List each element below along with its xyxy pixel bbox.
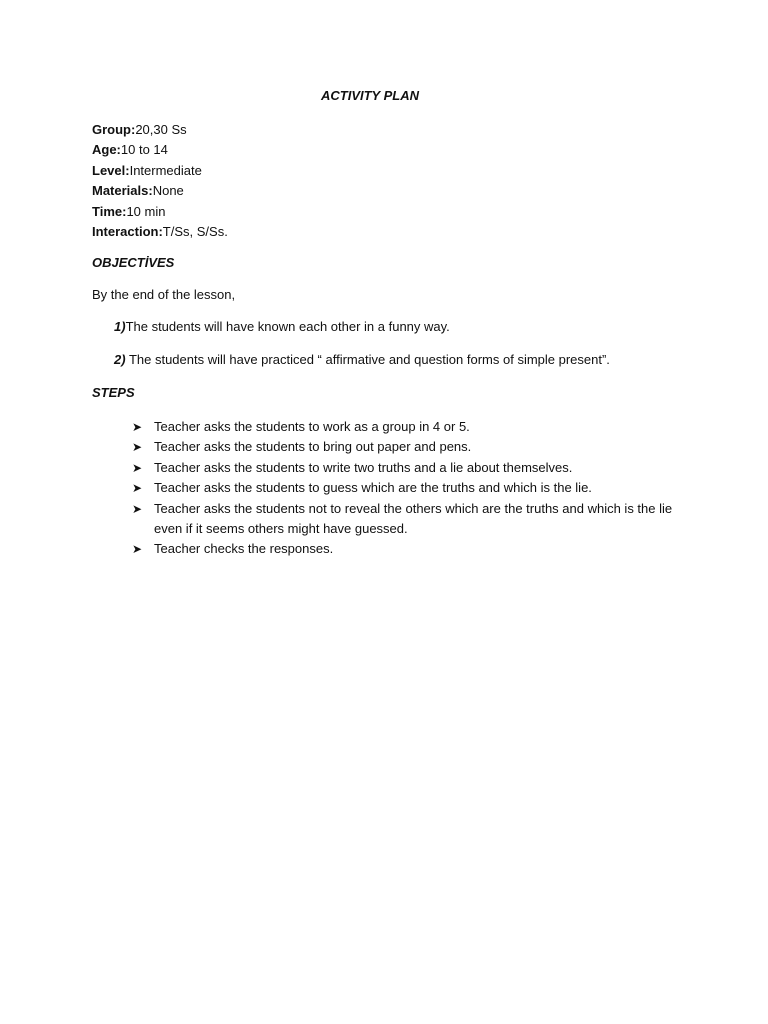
document-title: ACTIVITY PLAN [321,88,419,103]
objective-text: The students will have known each other in a funny way. [125,319,450,334]
objective-item [114,319,450,334]
arrow-bullet-icon: ➤ [132,542,143,557]
info-value: Intermediate [129,162,202,178]
arrow-bullet-icon: ➤ [132,481,143,496]
info-label: Materials: [92,183,153,199]
info-label: Interaction: [92,224,163,240]
info-label: Age: [92,142,121,158]
step-text: Teacher asks the students not to reveal the others which are the truths and which is the lie even if it seems others might have guessed. [154,500,673,537]
info-value: 10 to 14 [120,142,168,158]
step-text: Teacher asks the students to write two truths and a lie about themselves. [154,459,573,475]
info-block [92,120,228,242]
arrow-bullet-icon: ➤ [132,440,143,455]
arrow-bullet-icon: ➤ [132,420,143,434]
info-label: Level: [92,162,130,178]
info-value: T/Ss, S/Ss. [162,224,228,240]
objectives-heading: OBJECTİVES [92,255,175,270]
steps-heading: STEPS [92,385,135,400]
info-row-interaction [92,222,228,242]
step-item [132,417,677,437]
info-label: Group: [92,122,136,137]
step-item [132,437,677,457]
info-row-level [92,161,228,181]
arrow-bullet-icon: ➤ [132,460,143,475]
info-row-age [92,140,228,160]
step-item [132,458,677,478]
step-text: Teacher asks the students to work as a group in 4 or 5. [154,419,470,434]
info-row-group [92,120,228,140]
objective-number: 1) [114,319,126,334]
info-value: 10 min [126,203,166,219]
objective-number: 2) [114,352,126,367]
arrow-bullet-icon: ➤ [132,501,143,516]
step-text: Teacher asks the students to bring out paper and pens. [154,439,472,455]
intro-text: By the end of the lesson, [92,287,236,302]
steps-list [132,417,677,560]
step-text: Teacher checks the responses. [154,541,334,557]
objective-item [114,352,610,367]
info-row-materials [92,181,228,201]
step-item [132,539,677,559]
info-value: 20,30 Ss [135,122,187,137]
step-text: Teacher asks the students to guess which are the truths and which is the lie. [154,480,592,496]
info-row-time [92,202,228,222]
objective-text: The students will have practiced “ affirmative and question forms of simple present”. [125,352,610,367]
info-label: Time: [92,203,127,219]
info-value: None [152,183,184,199]
step-item [132,478,677,498]
step-item [132,499,677,540]
